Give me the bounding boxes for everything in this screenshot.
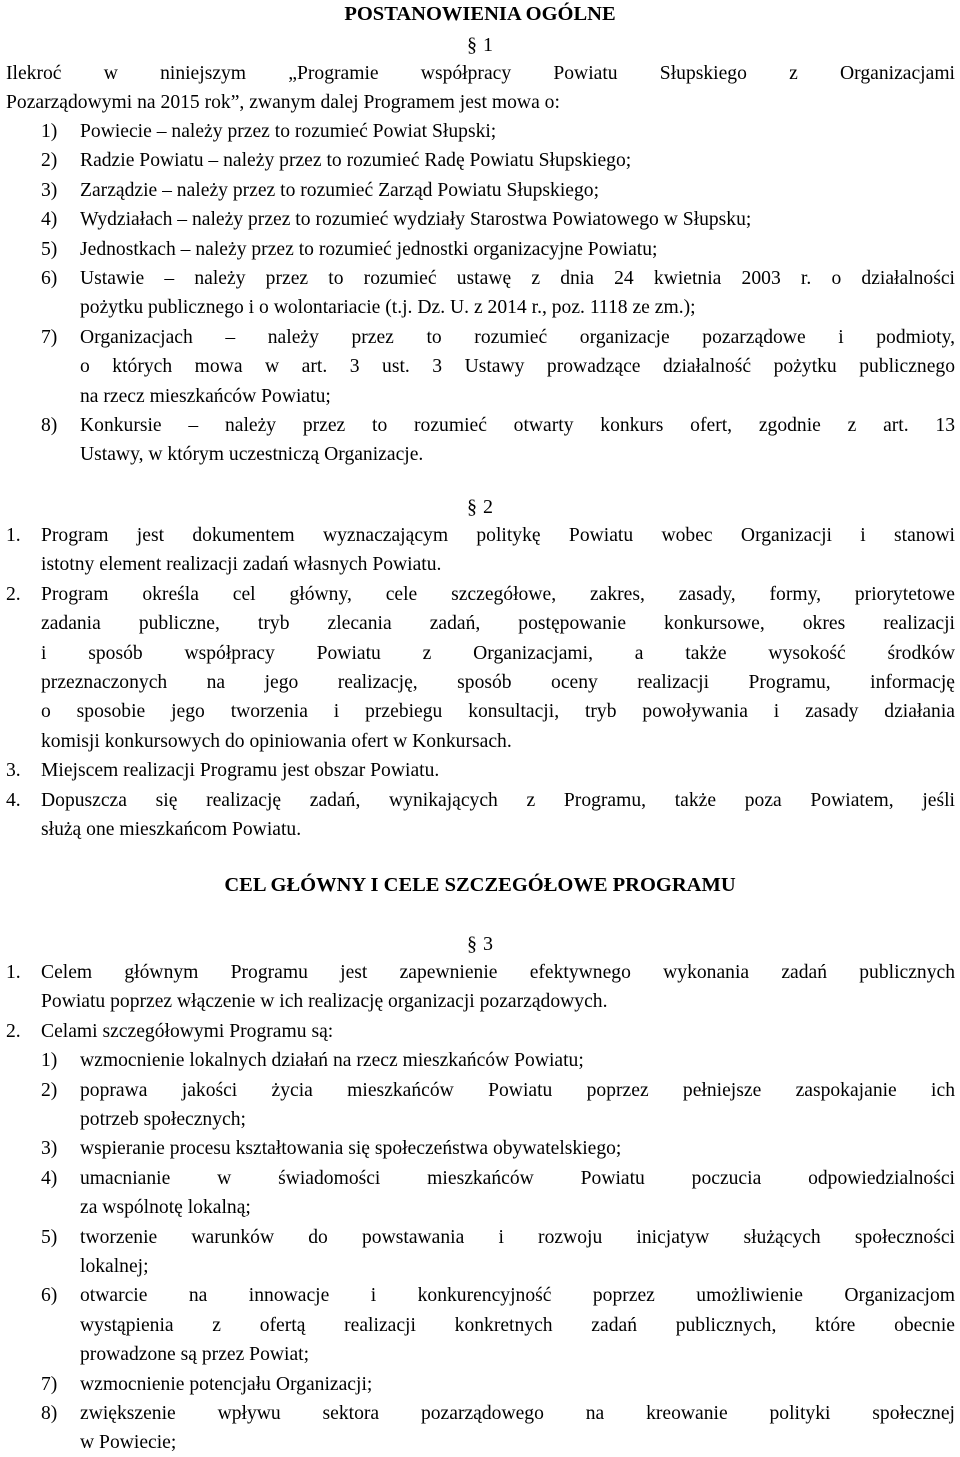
definition-item-text: Zarządzie – należy przez to rozumieć Zarząd Powiatu Słupskiego; [80,179,600,201]
section-symbol: § [467,496,477,518]
goal-item-text: umacnianie w świadomości mieszkańców Powiatu poczucia odpowiedzialności [80,1167,955,1189]
definition-item-text: Konkursie – należy przez to rozumieć otwarty konkurs ofert, zgodnie z art. 13 [80,415,955,436]
definition-item-text: Radzie Powiatu – należy przez to rozumieć Radę Powiatu Słupskiego; [80,150,632,172]
definition-item-text: Ustawie – należy przez to rozumieć ustawę z dnia 24 kwietnia 2003 r. o działalności [80,268,955,289]
definition-item-text: na rzecz mieszkańców Powiatu; [80,385,331,407]
goal-item-text: tworzenie warunków do powstawania i rozwoju inicjatyw służących społeczności [80,1226,955,1248]
section-number: 1 [483,34,493,56]
goal-item-number: 4) [41,1167,58,1189]
paragraph-item-text: Celem głównym Programu jest zapewnienie efektywnego wykonania zadań publicznych [41,962,955,983]
goal-item-text: wystąpienia z ofertą realizacji konkretnych zadań publicznych, które obecnie [80,1314,955,1336]
paragraph-item-number: 4. [6,789,21,811]
goal-item-number: 8) [41,1403,58,1424]
definition-item-number: 4) [41,209,58,231]
definition-item-number: 7) [41,326,58,348]
paragraph-item-text: Program jest dokumentem wyznaczającym politykę Powiatu wobec Organizacji i stanowi [41,525,955,546]
definition-item-text: Organizacjach – należy przez to rozumieć organizacje pozarządowe i podmioty, [80,326,955,348]
paragraph-item-number: 3. [6,760,21,782]
section-symbol: § [467,34,477,56]
goal-item-number: 6) [41,1285,58,1307]
paragraph-item-text: o sposobie jego tworzenia i przebiegu konsultacji, tryb powoływania i zasady działania [41,701,955,723]
paragraph-item-text: i sposób współpracy Powiatu z Organizacjami, a także wysokość środków [41,642,955,664]
definition-item-text: o których mowa w art. 3 ust. 3 Ustawy prowadzące działalność pożytku publicznego [80,356,955,378]
intro-text: Pozarządowymi na 2015 rok”, zwanym dalej Programem jest mowa o: [6,92,560,113]
section-2-heading [0,493,960,521]
section-title-cel: CEL GŁÓWNY I CELE SZCZEGÓŁOWE PROGRAMU [224,874,736,896]
paragraph-item-text: komisji konkursowych do opiniowania ofert w Konkursach. [41,730,512,752]
definition-item-text: Jednostkach – należy przez to rozumieć jednostki organizacyjne Powiatu; [80,238,658,260]
paragraph-item-number: 1. [6,962,21,983]
definition-item-number: 6) [41,268,58,289]
goal-item-text: otwarcie na innowacje i konkurencyjność poprzez umożliwienie Organizacjom [80,1285,955,1307]
goal-item-text: za wspólnotę lokalną; [80,1197,251,1219]
goal-item-text: prowadzone są przez Powiat; [80,1344,310,1366]
section-title-postanowienia: POSTANOWIENIA OGÓLNE [344,3,616,25]
definition-item-number: 8) [41,415,58,436]
paragraph-item-text: Program określa cel główny, cele szczegółowe, zakres, zasady, formy, priorytetowe [41,583,955,605]
definition-item-text: Wydziałach – należy przez to rozumieć wydziały Starostwa Powiatowego w Słupsku; [80,209,752,231]
paragraph-item-number: 2. [6,1020,21,1042]
goal-item-number: 1) [41,1050,58,1072]
section-symbol: § [467,933,477,955]
paragraph-item-text: Dopuszcza się realizację zadań, wynikających z Programu, także poza Powiatem, jeśli [41,789,955,811]
goal-item-text: poprawa jakości życia mieszkańców Powiatu poprzez pełniejsze zaspokajanie ich [80,1079,955,1101]
paragraph-item-number: 1. [6,525,21,546]
definition-item-text: pożytku publicznego i o wolontariacie (t.j. Dz. U. z 2014 r., poz. 1118 ze zm.); [80,297,696,319]
goal-item-number: 3) [41,1138,58,1160]
paragraph-item-text: Miejscem realizacji Programu jest obszar Powiatu. [41,760,440,782]
paragraph-item-text: istotny element realizacji zadań własnych Powiatu. [41,554,442,576]
goal-item-text: wzmocnienie lokalnych działań na rzecz mieszkańców Powiatu; [80,1050,584,1072]
goal-item-text: wspieranie procesu kształtowania się społeczeństwa obywatelskiego; [80,1138,622,1160]
definition-item-number: 1) [41,121,58,142]
goal-item-text: potrzeb społecznych; [80,1109,246,1130]
goal-item-number: 7) [41,1373,58,1395]
section-number: 2 [483,496,493,518]
goal-item-text: wzmocnienie potencjału Organizacji; [80,1373,373,1395]
goal-item-number: 5) [41,1226,58,1248]
paragraph-item-number: 2. [6,583,21,605]
definition-item-text: Powiecie – należy przez to rozumieć Powiat Słupski; [80,121,497,142]
goal-item-text: zwiększenie wpływu sektora pozarządowego na kreowanie polityki społecznej [80,1403,955,1424]
paragraph-item-text: Powiatu poprzez włączenie w ich realizację organizacji pozarządowych. [41,991,608,1013]
goal-item-number: 2) [41,1079,58,1101]
section-number: 3 [483,933,493,955]
paragraph-item-text: zadania publiczne, tryb zlecania zadań, postępowanie konkursowe, okres realizacji [41,613,955,635]
intro-text: Ilekroć w niniejszym „Programie współpracy Powiatu Słupskiego z Organizacjami [6,63,955,84]
definition-item-number: 2) [41,150,58,172]
definition-item-text: Ustawy, w którym uczestniczą Organizacje. [80,444,424,466]
definition-item-number: 3) [41,179,58,201]
goal-item-text: w Powiecie; [80,1432,177,1454]
definition-item-number: 5) [41,238,58,260]
paragraph-item-text: Celami szczegółowymi Programu są: [41,1020,334,1042]
section-1-heading [0,31,960,59]
paragraph-item-text: służą one mieszkańcom Powiatu. [41,819,302,840]
section-3-heading [0,930,960,958]
goal-item-text: lokalnej; [80,1256,149,1277]
paragraph-item-text: przeznaczonych na jego realizację, sposób oceny realizacji Programu, informację [41,672,955,693]
